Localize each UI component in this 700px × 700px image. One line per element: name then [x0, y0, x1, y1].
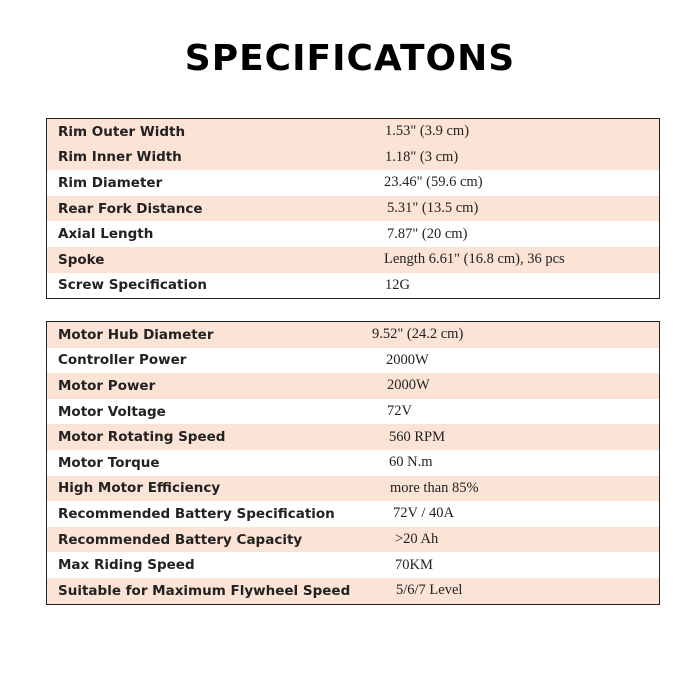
spec-label: Rim Outer Width: [58, 123, 186, 140]
spec-value: 72V / 40A: [393, 505, 454, 522]
page-title: SPECIFICATONS: [184, 38, 516, 79]
table-row: [47, 247, 659, 273]
spec-value: >20 Ah: [395, 531, 439, 548]
spec-value: 5.31" (13.5 cm): [387, 200, 479, 217]
spec-label: Spoke: [58, 251, 105, 268]
table-row: [47, 450, 659, 476]
spec-label: Axial Length: [58, 226, 154, 243]
spec-value: 2000W: [387, 377, 430, 394]
table-row: [47, 527, 659, 553]
table-row: [47, 501, 659, 527]
spec-label: Motor Rotating Speed: [58, 429, 226, 446]
table-row: [47, 476, 659, 502]
spec-label: Rim Inner Width: [58, 149, 182, 166]
table-row: [47, 578, 659, 604]
table-row: [47, 552, 659, 578]
spec-value: 9.52" (24.2 cm): [372, 326, 464, 343]
table-row: [47, 424, 659, 450]
spec-value: 1.53" (3.9 cm): [385, 123, 470, 140]
table-row: [47, 373, 659, 399]
spec-value: 1.18" (3 cm): [385, 148, 459, 165]
spec-value: Length 6.61" (16.8 cm), 36 pcs: [384, 251, 565, 268]
spec-label: Screw Specification: [58, 277, 207, 294]
motor-spec-table: [46, 321, 660, 605]
table-row: [47, 399, 659, 425]
spec-label: Motor Torque: [58, 454, 160, 471]
spec-value: 5/6/7 Level: [396, 582, 463, 599]
table-row: [47, 348, 659, 374]
spec-label: Recommended Battery Capacity: [58, 531, 303, 548]
table-row: [47, 196, 659, 222]
spec-value: 7.87" (20 cm): [387, 225, 468, 242]
spec-value: 560 RPM: [389, 428, 446, 445]
spec-label: Rim Diameter: [58, 174, 163, 191]
spec-label: Motor Voltage: [58, 403, 166, 420]
table-row: [47, 273, 659, 299]
table-row: [47, 119, 659, 145]
spec-value: more than 85%: [390, 479, 479, 496]
spec-value: 12G: [385, 276, 410, 293]
spec-value: 60 N.m: [389, 454, 433, 471]
spec-label: Max Riding Speed: [58, 557, 195, 574]
spec-value: 72V: [387, 403, 412, 420]
table-row: [47, 145, 659, 171]
spec-value: 70KM: [395, 556, 433, 573]
table-row: [47, 170, 659, 196]
spec-label: Suitable for Maximum Flywheel Speed: [58, 582, 351, 599]
table-row: [47, 322, 659, 348]
spec-label: Controller Power: [58, 352, 187, 369]
spec-label: Recommended Battery Specification: [58, 505, 335, 522]
spec-label: Motor Power: [58, 377, 156, 394]
table-row: [47, 221, 659, 247]
spec-label: High Motor Efficiency: [58, 480, 221, 497]
spec-value: 23.46" (59.6 cm): [384, 174, 483, 191]
spec-value: 2000W: [386, 351, 429, 368]
rim-spec-table: [46, 118, 660, 299]
spec-label: Motor Hub Diameter: [58, 326, 214, 343]
spec-label: Rear Fork Distance: [58, 200, 203, 217]
